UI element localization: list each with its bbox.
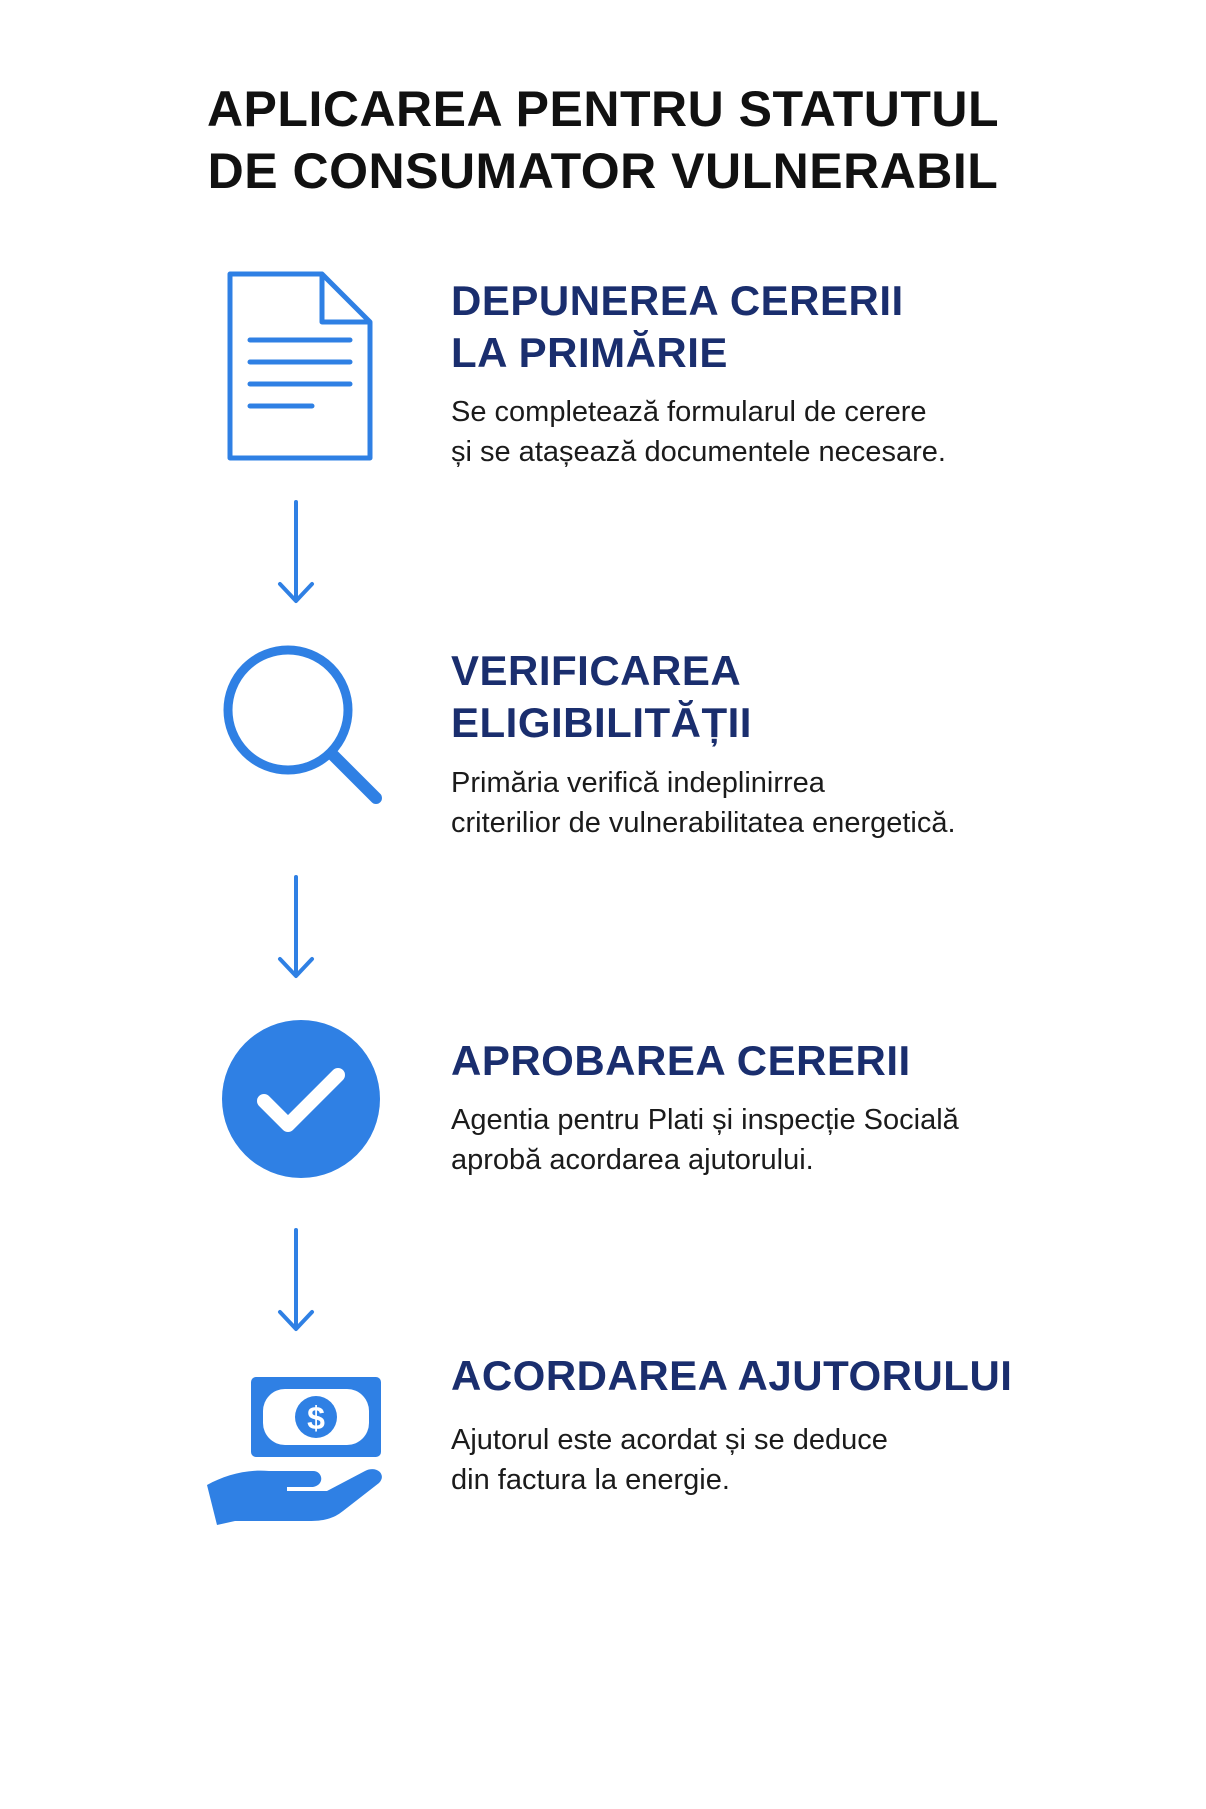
page-title — [0, 78, 1206, 202]
step-2-title — [451, 645, 752, 749]
arrow-down-icon — [276, 500, 316, 608]
step-1-title — [451, 275, 904, 379]
step-4-title-line-1: ACORDAREA AJUTORULUI — [451, 1352, 1013, 1399]
magnifier-icon — [218, 640, 388, 810]
step-2-title-line-1: VERIFICAREA — [451, 647, 742, 694]
page-title-line-1: APLICAREA PENTRU STATUTUL — [206, 81, 1000, 137]
step-4-desc-line-1: Ajutorul este acordat și se deduce — [451, 1424, 888, 1456]
page-title-line-2: DE CONSUMATOR VULNERABIL — [207, 143, 999, 199]
dollar-sign: $ — [307, 1400, 325, 1436]
step-3-title — [451, 1035, 911, 1087]
step-1-title-line-1: DEPUNEREA CERERII — [451, 277, 904, 324]
step-4-description — [451, 1420, 888, 1500]
step-1-desc-line-1: Se completează formularul de cerere — [451, 396, 927, 428]
step-3-desc-line-1: Agentia pentru Plati și inspecție Socială — [451, 1104, 959, 1136]
checkmark-circle-icon — [220, 1018, 382, 1180]
step-2-title-line-2: ELIGIBILITĂȚII — [451, 699, 752, 746]
arrow-down-icon — [276, 1228, 316, 1336]
step-1-description — [451, 392, 946, 472]
arrow-down-icon — [276, 875, 316, 983]
step-1-desc-line-2: și se atașează documentele necesare. — [451, 436, 946, 468]
step-3-description — [451, 1100, 959, 1180]
step-4-desc-line-2: din factura la energie. — [451, 1464, 730, 1496]
step-4-title — [451, 1350, 1012, 1402]
step-3-title-line-1: APROBAREA CERERII — [451, 1037, 911, 1084]
step-2-description — [451, 763, 956, 843]
step-2-desc-line-1: Primăria verifică indeplinirrea — [451, 767, 825, 799]
money-hand-icon — [205, 1375, 387, 1525]
document-icon — [224, 268, 376, 464]
step-2-desc-line-2: criterilior de vulnerabilitatea energetică. — [451, 807, 956, 839]
step-1-title-line-2: LA PRIMĂRIE — [451, 329, 728, 376]
step-3-desc-line-2: aprobă acordarea ajutorului. — [451, 1144, 814, 1176]
